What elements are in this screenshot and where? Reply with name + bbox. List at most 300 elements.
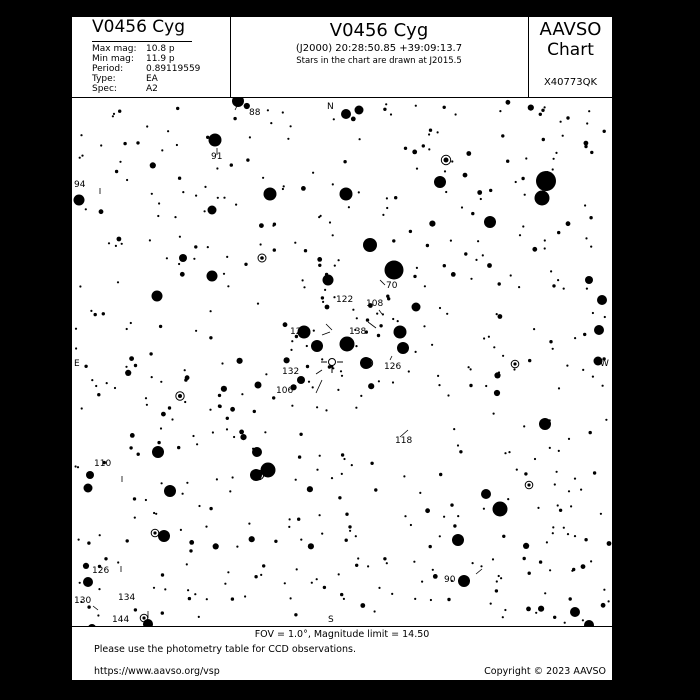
star-dot <box>121 243 123 245</box>
star-dot <box>115 245 117 247</box>
star-dot <box>143 619 153 626</box>
star-dot <box>368 383 374 389</box>
star-dot <box>331 477 333 479</box>
star-dot <box>104 557 107 560</box>
target-marker <box>321 359 343 374</box>
star-dot <box>316 578 318 580</box>
star-dot <box>230 163 233 166</box>
comp-label-120: 120 <box>290 327 308 337</box>
info-key-spec: Spec: <box>92 84 117 94</box>
star-dot <box>490 603 492 605</box>
star-dot <box>129 356 134 361</box>
info-key-max: Max mag: <box>92 44 137 54</box>
star-dot <box>506 160 509 163</box>
star-dot <box>294 242 296 244</box>
star-dot <box>126 328 128 330</box>
star-dot <box>458 575 470 587</box>
star-dot <box>153 512 155 514</box>
star-dot <box>343 598 345 600</box>
star-dot <box>194 593 196 595</box>
star-dot <box>74 195 85 206</box>
star-dot <box>125 366 127 368</box>
star-dot <box>359 138 361 140</box>
star-dot <box>341 375 343 377</box>
star-dot <box>502 616 504 618</box>
comp-label-110: 110 <box>94 459 112 469</box>
star-dot <box>528 359 531 362</box>
star-dot <box>84 365 87 368</box>
star-dot <box>570 505 572 507</box>
star-dot <box>360 395 362 397</box>
star-dot <box>174 216 176 218</box>
star-dot <box>450 240 452 242</box>
info-val-type: EA <box>146 74 158 84</box>
label-leaders <box>93 104 482 626</box>
comp-label-126a: 126 <box>384 362 402 372</box>
star-dot <box>237 358 243 364</box>
star-dot <box>480 198 482 200</box>
star-dot <box>443 106 446 109</box>
star-dot <box>206 136 209 139</box>
star-dot <box>439 473 442 476</box>
star-dot <box>341 473 343 475</box>
star-dot <box>337 389 339 391</box>
star-dot <box>306 345 308 347</box>
star-dot <box>261 463 276 478</box>
star-dot <box>240 434 246 440</box>
star-dot <box>239 430 244 435</box>
star-dot <box>75 328 77 330</box>
star-dot <box>79 157 81 159</box>
star-dot <box>552 348 554 350</box>
star-dot <box>349 530 351 532</box>
star-dot <box>198 616 200 618</box>
star-dot <box>564 622 566 624</box>
star-dot <box>244 263 247 266</box>
star-dot <box>553 616 556 619</box>
star-dot <box>383 557 386 560</box>
star-dot <box>343 160 346 163</box>
star-dot <box>257 303 259 305</box>
star-dot <box>422 144 425 147</box>
star-dot <box>394 326 407 339</box>
fov-line: FOV = 1.0°, Magnitude limit = 14.50 <box>254 629 430 640</box>
star-dot <box>209 409 211 411</box>
star-dot <box>557 504 559 506</box>
star-dot <box>586 288 588 290</box>
star-dot <box>87 541 90 544</box>
star-dot <box>232 476 234 478</box>
star-dot <box>231 597 234 600</box>
star-dot <box>294 613 297 616</box>
star-dot <box>554 483 556 485</box>
star-name-underline <box>92 41 192 42</box>
star-dot <box>552 532 554 534</box>
star-dot <box>574 535 576 537</box>
star-dot <box>498 314 503 319</box>
star-dot <box>318 264 321 267</box>
star-dot <box>99 209 104 214</box>
star-dot <box>366 361 371 366</box>
star-dot <box>291 405 293 407</box>
star-dot <box>332 234 334 236</box>
star-dot <box>329 221 331 223</box>
star-dot <box>428 133 430 135</box>
star-dot <box>433 574 438 579</box>
star-dot <box>468 366 470 368</box>
star-dot <box>492 558 494 560</box>
star-dot <box>447 394 449 396</box>
star-dot <box>160 427 162 429</box>
star-dot <box>597 295 607 305</box>
comp-label-91: 91 <box>211 152 223 162</box>
star-dot <box>291 340 293 342</box>
comp-label-138: 138 <box>349 327 367 337</box>
star-dot <box>149 239 151 241</box>
star-dot <box>91 379 93 381</box>
star-dot <box>209 336 212 339</box>
star-dot <box>424 285 426 287</box>
star-dot <box>260 574 262 576</box>
coords-line: (J2000) 20:28:50.85 +39:09:13.7 <box>295 43 463 54</box>
star-dot <box>500 577 502 579</box>
star-dot <box>483 508 485 510</box>
star-dot <box>438 384 440 386</box>
star-dot <box>187 589 189 591</box>
star-dot <box>504 609 506 611</box>
star-dot <box>152 446 164 458</box>
aavso-url[interactable]: https://www.aavso.org/vsp <box>94 666 220 677</box>
star-dot <box>233 436 235 438</box>
star-dot <box>413 275 416 278</box>
star-dot <box>297 376 305 384</box>
star-dot <box>248 523 250 525</box>
star-dot <box>539 113 542 116</box>
star-dot <box>158 530 170 542</box>
star-dot <box>313 330 315 332</box>
star-dot <box>352 309 354 311</box>
star-dot <box>221 362 223 364</box>
star-dot <box>186 482 188 484</box>
star-dot <box>153 587 155 589</box>
star-dot <box>584 141 589 146</box>
star-dot <box>184 401 186 403</box>
comp-label-106: 106 <box>276 386 294 396</box>
star-dot <box>557 279 559 281</box>
star-dot <box>461 206 463 208</box>
star-dot <box>129 446 132 449</box>
star-dot <box>534 458 536 460</box>
star-dot <box>130 433 135 438</box>
star-dot <box>204 210 206 212</box>
star-dot <box>563 527 565 529</box>
star-dot <box>475 259 477 261</box>
star-dot <box>391 593 393 595</box>
star-dot <box>259 223 264 228</box>
star-dot <box>75 465 77 467</box>
star-dot <box>425 508 430 513</box>
star-dot <box>439 307 441 309</box>
star-dot <box>297 518 300 521</box>
star-dot <box>544 106 546 108</box>
star-dot <box>218 394 221 397</box>
star-dot <box>453 428 455 430</box>
chart-id: X40773QK <box>543 77 598 88</box>
star-dot <box>560 121 562 123</box>
chart-sheet <box>70 15 614 682</box>
star-dot <box>392 239 395 242</box>
star-dot <box>321 533 323 535</box>
star-dot <box>416 168 418 170</box>
star-dot <box>282 111 284 113</box>
star-dot <box>370 462 373 465</box>
star-dot <box>585 237 587 239</box>
star-dot <box>209 134 222 147</box>
star-dot <box>149 352 152 355</box>
star-dot <box>421 581 423 583</box>
star-dot <box>195 195 197 197</box>
star-dot <box>262 177 264 179</box>
star-dot <box>151 193 153 195</box>
comp-label-122: 122 <box>336 295 354 305</box>
star-dot <box>477 190 482 195</box>
star-dot <box>102 312 105 315</box>
star-dot <box>263 469 266 472</box>
copyright: Copyright © 2023 AAVSO <box>484 666 606 677</box>
star-dot <box>161 611 164 614</box>
star-dot <box>117 561 119 563</box>
star-dot <box>94 313 97 316</box>
star-dot <box>86 471 94 479</box>
star-dot <box>477 240 479 242</box>
star-dot <box>542 138 545 141</box>
star-dot <box>304 249 307 252</box>
star-dot <box>83 577 93 587</box>
star-dot <box>562 135 564 137</box>
star-dot <box>403 475 405 477</box>
star-dot <box>289 518 291 520</box>
star-dot <box>161 573 164 576</box>
star-dot <box>218 404 221 407</box>
star-dot <box>341 109 351 119</box>
star-dot <box>445 191 447 193</box>
star-dot <box>499 110 501 112</box>
star-dot <box>363 238 377 252</box>
star-dot <box>299 433 302 436</box>
star-dot <box>338 496 341 499</box>
star-dot <box>106 382 108 384</box>
star-dot <box>113 113 115 115</box>
star-dot <box>226 417 229 420</box>
star-dot <box>434 176 446 188</box>
comp-label-126b: 126 <box>92 566 110 576</box>
star-dot <box>264 188 277 201</box>
star-dot <box>316 406 318 408</box>
star-dot <box>223 197 225 199</box>
star-dot <box>355 345 357 347</box>
star-dot <box>482 254 484 256</box>
star-dot <box>319 514 321 516</box>
star-dot <box>75 347 77 349</box>
star-dot <box>253 410 256 413</box>
star-dot <box>523 425 525 427</box>
star-dot <box>524 472 527 475</box>
star-dot <box>290 125 292 127</box>
star-dot <box>205 526 207 528</box>
star-dot <box>157 441 160 444</box>
star-dot <box>79 285 81 287</box>
star-dot <box>566 221 571 226</box>
star-dot <box>108 242 110 244</box>
star-dot <box>178 394 182 398</box>
star-dot <box>443 516 445 518</box>
comp-label-94: 94 <box>74 180 86 190</box>
star-dot <box>397 342 409 354</box>
star-dot <box>229 490 231 492</box>
star-dot <box>593 471 596 474</box>
star-dot <box>308 543 314 549</box>
star-dot <box>267 109 269 111</box>
star-dot <box>451 272 456 277</box>
star-dot <box>487 263 492 268</box>
star-dot <box>85 208 87 210</box>
star-dot <box>357 557 359 559</box>
star-dot <box>317 257 322 262</box>
star-dot <box>227 285 229 287</box>
star-dot <box>153 531 156 534</box>
star-dot <box>340 593 343 596</box>
star-dot <box>142 616 145 619</box>
star-dot <box>488 336 490 338</box>
info-val-max: 10.8 p <box>146 44 175 54</box>
star-dot <box>196 443 198 445</box>
star-dot <box>566 365 568 367</box>
star-dot <box>171 418 173 420</box>
star-dot <box>480 565 482 567</box>
star-dot <box>338 259 340 261</box>
star-dot <box>164 588 166 590</box>
star-dot <box>296 568 298 570</box>
star-dot <box>385 103 387 105</box>
star-dot <box>574 337 576 339</box>
star-dot <box>343 458 345 460</box>
star-dot <box>216 478 218 480</box>
star-dot <box>387 297 390 300</box>
star-dot <box>567 533 569 535</box>
star-dot <box>312 386 314 388</box>
star-dot <box>556 471 558 473</box>
star-dot <box>212 431 214 433</box>
direction-east: E <box>74 359 80 369</box>
star-dot <box>377 334 380 337</box>
star-dot <box>260 256 264 260</box>
star-dot <box>412 150 417 155</box>
star-dot <box>360 603 365 608</box>
star-dot <box>527 483 530 486</box>
star-dot <box>544 239 546 241</box>
info-val-min: 11.9 p <box>146 54 175 64</box>
star-dot <box>161 482 163 484</box>
star-dot <box>189 549 192 552</box>
star-dot <box>414 598 416 600</box>
star-dot <box>287 138 289 140</box>
star-dot <box>221 386 227 392</box>
star-dot <box>79 582 81 584</box>
info-val-period: 0.89119559 <box>146 64 201 74</box>
star-dot <box>178 263 180 265</box>
comp-label-88: 88 <box>249 108 261 118</box>
star-dot <box>510 274 512 276</box>
star-dot <box>340 370 342 372</box>
star-dot <box>513 368 515 370</box>
star-dot <box>521 177 524 180</box>
star-dot <box>155 513 157 515</box>
star-dot <box>386 197 388 199</box>
star-dot <box>546 541 548 543</box>
star-dot <box>160 381 162 383</box>
star-dot <box>246 158 249 161</box>
star-dot <box>464 252 467 255</box>
star-dot <box>382 214 384 216</box>
star-dot <box>366 318 369 321</box>
star-dot <box>455 113 457 115</box>
star-dot <box>226 428 228 430</box>
star-dot <box>392 381 394 383</box>
star-dot <box>134 364 137 367</box>
star-dot <box>586 122 588 124</box>
star-dot <box>164 485 176 497</box>
star-dot <box>581 564 586 569</box>
star-dot <box>404 515 406 517</box>
star-dot <box>355 407 357 409</box>
star-dot <box>457 444 459 446</box>
star-dot <box>493 346 495 348</box>
star-dot <box>321 358 323 360</box>
star-dot <box>306 365 309 368</box>
star-dot <box>283 185 285 187</box>
star-dot <box>249 536 255 542</box>
star-dot <box>484 216 496 228</box>
star-dot <box>523 543 529 549</box>
star-dot <box>325 273 328 276</box>
star-dot <box>378 587 380 589</box>
star-dot <box>571 570 573 572</box>
star-dot <box>582 369 584 371</box>
star-dot <box>525 157 527 159</box>
star-dot <box>544 247 546 249</box>
star-dot <box>431 344 433 346</box>
star-dot <box>232 98 244 107</box>
star-dot <box>507 498 509 500</box>
star-dot <box>397 320 399 322</box>
star-dot <box>589 216 592 219</box>
star-dot <box>80 134 82 136</box>
comp-label-144: 144 <box>112 615 130 625</box>
star-dot <box>415 105 417 107</box>
star-dot <box>583 333 586 336</box>
star-dot <box>429 221 435 227</box>
star-dot <box>90 310 92 312</box>
star-dot <box>189 540 194 545</box>
star-dot <box>563 288 565 290</box>
star-dot <box>590 560 592 562</box>
star-dot <box>216 167 218 169</box>
star-dot <box>273 248 276 251</box>
star-dot <box>351 117 356 122</box>
star-dot <box>549 569 551 571</box>
star-dot <box>159 325 162 328</box>
star-dot <box>260 243 262 245</box>
